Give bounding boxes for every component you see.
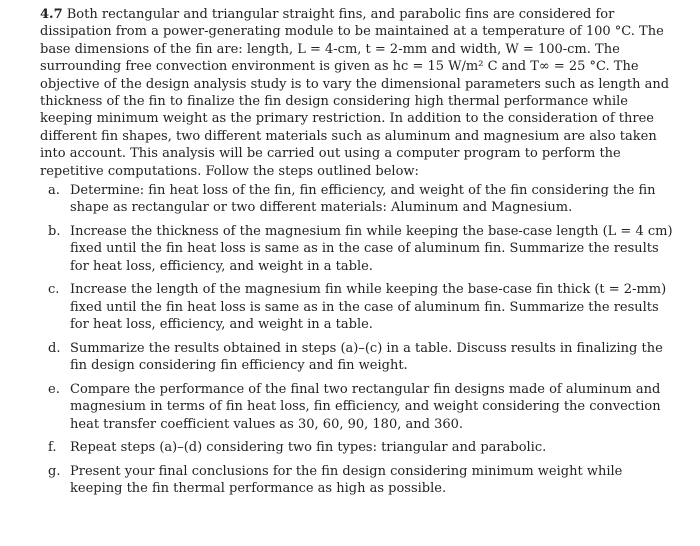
step-e	[40, 381, 674, 433]
step-a	[40, 182, 674, 217]
step-text: Repeat steps (a)–(d) considering two fin types: triangular and parabolic.	[70, 440, 547, 456]
step-text: Present your final conclusions for the fin design considering minimum weight while keeping the fin thermal performance as high as possible.	[70, 463, 623, 497]
problem-number: 4.7	[40, 7, 63, 22]
step-d	[40, 340, 674, 375]
problem-statement	[40, 6, 674, 180]
step-letter: c.	[48, 282, 60, 298]
step-g	[40, 463, 674, 498]
step-text: Increase the length of the magnesium fin while keeping the base-case fin thick (t = 2-mm) fixed until the fin heat loss is same as in the case of aluminum fin. Summarize the results for heat loss, efficiency, and weight in a table.	[70, 282, 667, 333]
step-text: Increase the thickness of the magnesium fin while keeping the base-case length (L = 4 cm) fixed until the fin heat loss is same as in the case of aluminum fin. Summarize the results for heat loss, efficiency, and weight in a table.	[70, 224, 673, 274]
step-letter: f.	[48, 440, 57, 456]
step-text: Determine: fin heat loss of the fin, fin efficiency, and weight of the fin considering the fin shape as rectangular or two different materials: Aluminum and Magnesium.	[70, 183, 656, 216]
step-text: Summarize the results obtained in steps (a)–(c) in a table. Discuss results in finalizing the fin design considering fin efficiency and fin weight.	[70, 340, 663, 374]
step-letter: g.	[48, 463, 61, 479]
step-list	[40, 182, 674, 498]
step-b	[40, 223, 674, 275]
step-letter: a.	[48, 183, 60, 199]
step-f	[40, 439, 674, 456]
step-c	[40, 281, 674, 333]
step-letter: e.	[48, 381, 60, 397]
step-text: Compare the performance of the final two rectangular fin designs made of aluminum and magnesium in terms of fin heat loss, fin efficiency, and weight considering the convection heat transfer coefficient values as 30, 60, 90, 180, and 360.	[70, 381, 661, 432]
problem-text: Both rectangular and triangular straight fins, and parabolic fins are considered for dissipation from a power-generating module to be maintained at a temperature of 100 °C. The base dimensions of the fin are: length, L = 4-cm, t = 2-mm and width, W = 100-cm. The surrounding free convection environment is given as hc = 15 W/m² C and T∞ = 25 °C. The objective of the design analysis study is to vary the dimensional parameters such as length and thickness of the fin to finalize the fin design considering high thermal performance while keeping minimum weight as the primary restriction. In addition to the consideration of three different fin shapes, two different materials such as aluminum and magnesium are also taken into account. This analysis will be carried out using a computer program to perform the repetitive computations. Follow the steps outlined below:	[40, 7, 670, 179]
step-letter: b.	[48, 224, 61, 240]
step-letter: d.	[48, 340, 61, 356]
